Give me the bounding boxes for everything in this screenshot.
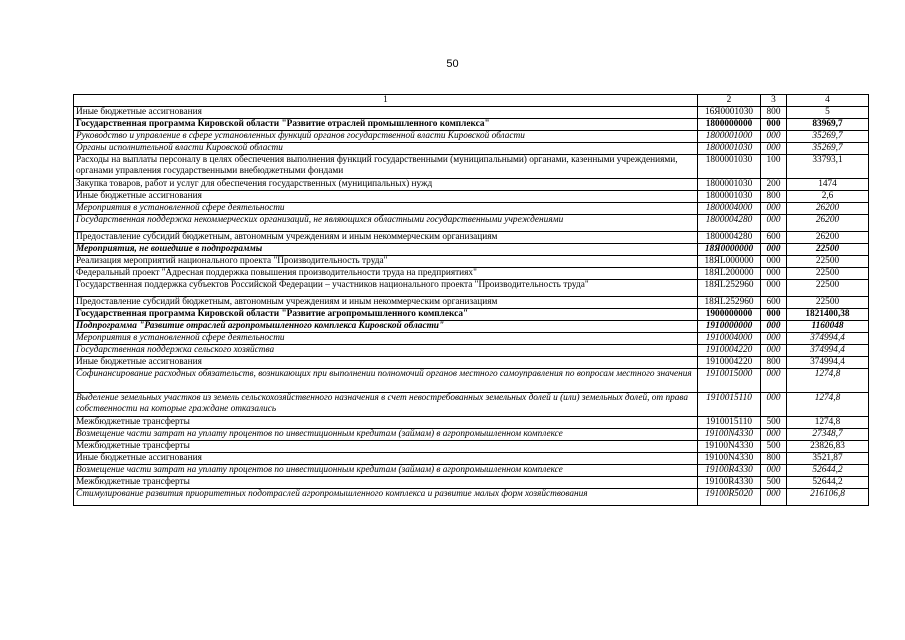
row-code-cell: 1910004000	[698, 333, 761, 345]
row-code-cell: 18ЯL252960	[698, 297, 761, 309]
row-sum-cell: 27348,7	[787, 429, 869, 441]
row-name-cell: Возмещение части затрат на уплату процентов по инвестиционным кредитам (займам) в агропромышленном комплексе	[74, 465, 698, 477]
table-row	[74, 232, 869, 244]
row-name-cell: Подпрограмма "Развитие отраслей агропромышленного комплекса Кировской области"	[74, 321, 698, 333]
row-sum-cell: 1821400,38	[787, 309, 869, 321]
row-sum-cell: 83969,7	[787, 119, 869, 131]
table-row	[74, 477, 869, 489]
row-name-cell: Государственная программа Кировской области "Развитие отраслей промышленного комплекса"	[74, 119, 698, 131]
row-sum-cell: 1274,8	[787, 369, 869, 393]
table-row	[74, 489, 869, 506]
row-code-cell: 1910015110	[698, 393, 761, 417]
row-code-cell: 1800004280	[698, 215, 761, 232]
row-code-cell: 1800000000	[698, 119, 761, 131]
row-code-cell: 19100R5020	[698, 489, 761, 506]
row-type-cell: 000	[761, 345, 787, 357]
row-sum-cell: 26200	[787, 232, 869, 244]
table-row	[74, 179, 869, 191]
row-sum-cell: 216106,8	[787, 489, 869, 506]
table-row	[74, 244, 869, 256]
row-name-cell: Государственная поддержка некоммерческих организаций, не являющихся областными государственными учреждениями	[74, 215, 698, 232]
row-name-cell: Иные бюджетные ассигнования	[74, 357, 698, 369]
row-name-cell: Государственная программа Кировской области "Развитие агропромышленного комплекса"	[74, 309, 698, 321]
row-name-cell: Мероприятия в установленной сфере деятельности	[74, 203, 698, 215]
row-sum-cell: 1274,8	[787, 417, 869, 429]
row-sum-cell: 35269,7	[787, 143, 869, 155]
row-name-cell: Иные бюджетные ассигнования	[74, 191, 698, 203]
header-cell-sum: 4	[787, 95, 869, 107]
row-name-cell: Закупка товаров, работ и услуг для обеспечения государственных (муниципальных) нужд	[74, 179, 698, 191]
row-sum-cell: 1160048	[787, 321, 869, 333]
row-code-cell: 1800001030	[698, 143, 761, 155]
row-type-cell: 500	[761, 477, 787, 489]
row-code-cell: 16Я0001030	[698, 107, 761, 119]
table-row	[74, 280, 869, 297]
table-row	[74, 191, 869, 203]
row-name-cell: Государственная поддержка субъектов Российской Федерации – участников национального проекта "Производительность труда"	[74, 280, 698, 297]
row-name-cell: Расходы на выплаты персоналу в целях обеспечения выполнения функций государственными (муниципальными) органами, казенными учреждениями, органами управления государственными внебюджетными фондами	[74, 155, 698, 179]
row-sum-cell: 22500	[787, 268, 869, 280]
row-sum-cell: 22500	[787, 244, 869, 256]
row-sum-cell: 1274,8	[787, 393, 869, 417]
row-type-cell: 200	[761, 179, 787, 191]
row-sum-cell: 22500	[787, 297, 869, 309]
table-row	[74, 321, 869, 333]
table-row	[74, 429, 869, 441]
row-type-cell: 000	[761, 203, 787, 215]
row-type-cell: 500	[761, 417, 787, 429]
row-type-cell: 000	[761, 321, 787, 333]
row-type-cell: 000	[761, 393, 787, 417]
row-code-cell: 19100N4330	[698, 441, 761, 453]
row-type-cell: 000	[761, 369, 787, 393]
row-code-cell: 1910015110	[698, 417, 761, 429]
row-code-cell: 19100N4330	[698, 453, 761, 465]
row-code-cell: 1800001030	[698, 179, 761, 191]
row-type-cell: 800	[761, 453, 787, 465]
row-type-cell: 000	[761, 268, 787, 280]
row-name-cell: Государственная поддержка сельского хозяйства	[74, 345, 698, 357]
table-row	[74, 143, 869, 155]
row-name-cell: Иные бюджетные ассигнования	[74, 453, 698, 465]
row-type-cell: 000	[761, 465, 787, 477]
row-type-cell: 800	[761, 107, 787, 119]
row-name-cell: Федеральный проект "Адресная поддержка повышения производительности труда на предприятиях"	[74, 268, 698, 280]
table-row	[74, 417, 869, 429]
table-header-row	[74, 95, 869, 107]
table-row	[74, 393, 869, 417]
row-code-cell: 1800001000	[698, 131, 761, 143]
row-type-cell: 500	[761, 441, 787, 453]
row-name-cell: Мероприятия в установленной сфере деятельности	[74, 333, 698, 345]
table-row	[74, 441, 869, 453]
row-type-cell: 000	[761, 215, 787, 232]
table-row	[74, 369, 869, 393]
row-code-cell: 1910000000	[698, 321, 761, 333]
row-code-cell: 1910015000	[698, 369, 761, 393]
row-sum-cell: 35269,7	[787, 131, 869, 143]
table-row	[74, 309, 869, 321]
header-cell-code: 2	[698, 95, 761, 107]
row-type-cell: 800	[761, 191, 787, 203]
row-sum-cell: 23826,83	[787, 441, 869, 453]
row-name-cell: Реализация мероприятий национального проекта "Производительность труда"	[74, 256, 698, 268]
row-type-cell: 000	[761, 333, 787, 345]
row-type-cell: 000	[761, 119, 787, 131]
row-sum-cell: 26200	[787, 215, 869, 232]
row-sum-cell: 3521,87	[787, 453, 869, 465]
row-type-cell: 600	[761, 297, 787, 309]
row-type-cell: 000	[761, 489, 787, 506]
header-cell-name: 1	[74, 95, 698, 107]
row-code-cell: 18Я0000000	[698, 244, 761, 256]
row-code-cell: 18ЯL252960	[698, 280, 761, 297]
row-type-cell: 800	[761, 357, 787, 369]
row-code-cell: 1910004220	[698, 345, 761, 357]
row-name-cell: Межбюджетные трансферты	[74, 477, 698, 489]
row-sum-cell: 33793,1	[787, 155, 869, 179]
row-name-cell: Мероприятия, не вошедшие в подпрограммы	[74, 244, 698, 256]
table-row	[74, 357, 869, 369]
row-type-cell: 000	[761, 256, 787, 268]
row-sum-cell: 374994,4	[787, 345, 869, 357]
row-type-cell: 000	[761, 143, 787, 155]
row-code-cell: 1800004000	[698, 203, 761, 215]
row-code-cell: 1800004280	[698, 232, 761, 244]
row-code-cell: 1800001030	[698, 155, 761, 179]
row-type-cell: 000	[761, 429, 787, 441]
row-name-cell: Выделение земельных участков из земель сельскохозяйственного назначения в счет невостребованных земельных долей и (или) земельных долей, от права собственности на которые граждане отказались	[74, 393, 698, 417]
row-sum-cell: 2,6	[787, 191, 869, 203]
row-code-cell: 18ЯL200000	[698, 268, 761, 280]
row-type-cell: 600	[761, 232, 787, 244]
table-row	[74, 215, 869, 232]
row-code-cell: 18ЯL000000	[698, 256, 761, 268]
row-code-cell: 19100R4330	[698, 477, 761, 489]
row-type-cell: 000	[761, 244, 787, 256]
budget-table	[73, 94, 869, 506]
table-row	[74, 119, 869, 131]
table-row	[74, 333, 869, 345]
row-name-cell: Предоставление субсидий бюджетным, автономным учреждениям и иным некоммерческим организациям	[74, 297, 698, 309]
row-sum-cell: 374994,4	[787, 333, 869, 345]
table-row	[74, 345, 869, 357]
row-code-cell: 1910004220	[698, 357, 761, 369]
table-row	[74, 203, 869, 215]
row-type-cell: 000	[761, 131, 787, 143]
row-name-cell: Стимулирование развития приоритетных подотраслей агропромышленного комплекса и развитие малых форм хозяйствования	[74, 489, 698, 506]
table-row	[74, 155, 869, 179]
row-sum-cell: 1474	[787, 179, 869, 191]
row-sum-cell: 374994,4	[787, 357, 869, 369]
row-type-cell: 100	[761, 155, 787, 179]
row-name-cell: Софинансирование расходных обязательств, возникающих при выполнении полномочий органов местного самоуправления по вопросам местного значения	[74, 369, 698, 393]
row-name-cell: Предоставление субсидий бюджетным, автономным учреждениям и иным некоммерческим организациям	[74, 232, 698, 244]
table-row	[74, 107, 869, 119]
row-code-cell: 19100N4330	[698, 429, 761, 441]
row-name-cell: Возмещение части затрат на уплату процентов по инвестиционным кредитам (займам) в агропромышленном комплексе	[74, 429, 698, 441]
header-cell-type: 3	[761, 95, 787, 107]
row-sum-cell: 52644,2	[787, 465, 869, 477]
page-number: 50	[446, 58, 459, 70]
row-sum-cell: 52644,2	[787, 477, 869, 489]
row-sum-cell: 22500	[787, 280, 869, 297]
row-type-cell: 000	[761, 280, 787, 297]
row-code-cell: 19100R4330	[698, 465, 761, 477]
row-name-cell: Органы исполнительной власти Кировской области	[74, 143, 698, 155]
row-name-cell: Иные бюджетные ассигнования	[74, 107, 698, 119]
row-sum-cell: 22500	[787, 256, 869, 268]
row-name-cell: Межбюджетные трансферты	[74, 441, 698, 453]
row-name-cell: Межбюджетные трансферты	[74, 417, 698, 429]
table-row	[74, 453, 869, 465]
row-code-cell: 1900000000	[698, 309, 761, 321]
row-sum-cell: 5	[787, 107, 869, 119]
row-type-cell: 000	[761, 309, 787, 321]
table-row	[74, 268, 869, 280]
table-row	[74, 131, 869, 143]
table-row	[74, 465, 869, 477]
row-name-cell: Руководство и управление в сфере установленных функций органов государственной власти Кировской области	[74, 131, 698, 143]
row-code-cell: 1800001030	[698, 191, 761, 203]
table-row	[74, 256, 869, 268]
row-sum-cell: 26200	[787, 203, 869, 215]
table-row	[74, 297, 869, 309]
